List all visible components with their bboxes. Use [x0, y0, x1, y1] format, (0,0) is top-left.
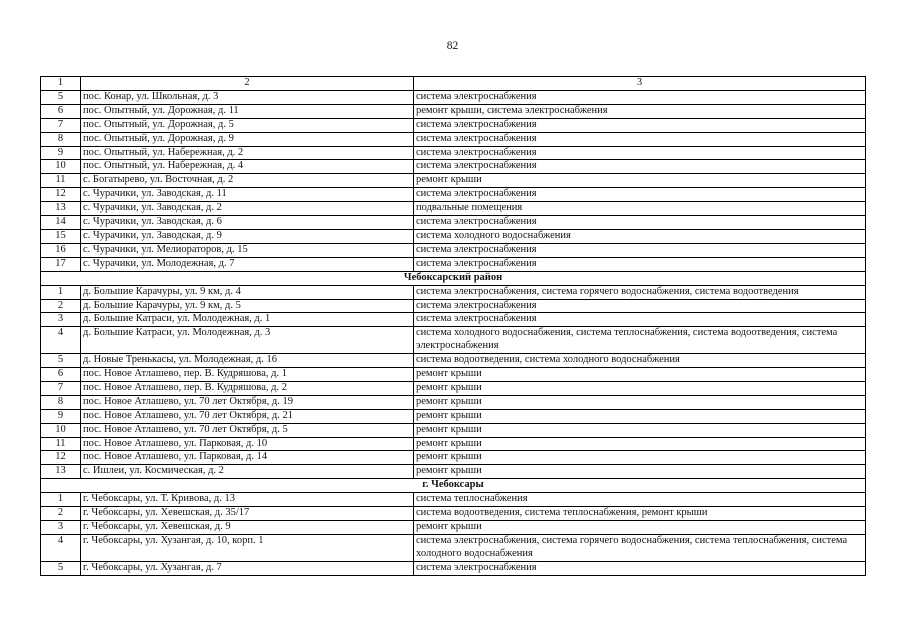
table-row	[41, 104, 866, 118]
works-cell: система электроснабжения	[414, 243, 866, 257]
address-cell: пос. Конар, ул. Школьная, д. 3	[81, 90, 414, 104]
address-cell: с. Богатырево, ул. Восточная, д. 2	[81, 174, 414, 188]
row-number: 2	[41, 299, 81, 313]
works-cell: система электроснабжения	[414, 216, 866, 230]
works-cell: ремонт крыши	[414, 381, 866, 395]
address-cell: пос. Опытный, ул. Дорожная, д. 9	[81, 132, 414, 146]
address-cell: г. Чебоксары, ул. Т. Кривова, д. 13	[81, 493, 414, 507]
works-cell: ремонт крыши	[414, 395, 866, 409]
table-row	[41, 437, 866, 451]
table-row	[41, 507, 866, 521]
row-number: 1	[41, 285, 81, 299]
works-cell: система электроснабжения	[414, 118, 866, 132]
row-number: 7	[41, 118, 81, 132]
address-cell: с. Чурачики, ул. Заводская, д. 11	[81, 188, 414, 202]
address-cell: пос. Новое Атлашево, ул. 70 лет Октября, д. 21	[81, 409, 414, 423]
table-row	[41, 521, 866, 535]
table-row	[41, 299, 866, 313]
table-row	[41, 354, 866, 368]
address-cell: г. Чебоксары, ул. Хевешская, д. 9	[81, 521, 414, 535]
works-cell: ремонт крыши	[414, 465, 866, 479]
address-cell: г. Чебоксары, ул. Хузангая, д. 7	[81, 561, 414, 575]
row-number: 12	[41, 451, 81, 465]
section-row	[41, 271, 866, 285]
address-cell: пос. Новое Атлашево, пер. В. Кудряшова, д. 2	[81, 381, 414, 395]
table-row	[41, 216, 866, 230]
row-number: 14	[41, 216, 81, 230]
table-row	[41, 160, 866, 174]
address-cell: д. Большие Катраси, ул. Молодежная, д. 3	[81, 327, 414, 354]
row-number: 9	[41, 409, 81, 423]
address-cell: пос. Опытный, ул. Дорожная, д. 5	[81, 118, 414, 132]
table-row	[41, 285, 866, 299]
row-number: 4	[41, 327, 81, 354]
table-row	[41, 423, 866, 437]
works-cell: система холодного водоснабжения, система теплоснабжения, система водоотведения, система электроснабжения	[414, 327, 866, 354]
row-number: 13	[41, 202, 81, 216]
section-title: г. Чебоксары	[41, 479, 866, 493]
address-cell: пос. Новое Атлашево, ул. 70 лет Октября, д. 19	[81, 395, 414, 409]
table-row	[41, 202, 866, 216]
address-cell: пос. Опытный, ул. Набережная, д. 2	[81, 146, 414, 160]
table-header	[41, 77, 866, 91]
table-row	[41, 327, 866, 354]
table-row	[41, 409, 866, 423]
row-number: 2	[41, 507, 81, 521]
works-cell: система электроснабжения	[414, 299, 866, 313]
works-cell: ремонт крыши	[414, 423, 866, 437]
table-row	[41, 174, 866, 188]
column-header-number: 1	[41, 77, 81, 91]
address-cell: д. Большие Катраси, ул. Молодежная, д. 1	[81, 313, 414, 327]
table-row	[41, 313, 866, 327]
address-cell: д. Большие Карачуры, ул. 9 км, д. 5	[81, 299, 414, 313]
address-cell: г. Чебоксары, ул. Хевешская, д. 35/17	[81, 507, 414, 521]
row-number: 8	[41, 132, 81, 146]
row-number: 6	[41, 104, 81, 118]
table-body	[41, 90, 866, 575]
works-cell: система электроснабжения	[414, 146, 866, 160]
address-cell: с. Чурачики, ул. Заводская, д. 2	[81, 202, 414, 216]
row-number: 5	[41, 561, 81, 575]
table-row	[41, 493, 866, 507]
address-cell: г. Чебоксары, ул. Хузангая, д. 10, корп. 1	[81, 534, 414, 561]
works-cell: подвальные помещения	[414, 202, 866, 216]
works-cell: ремонт крыши	[414, 521, 866, 535]
row-number: 11	[41, 437, 81, 451]
row-number: 8	[41, 395, 81, 409]
row-number: 9	[41, 146, 81, 160]
works-cell: система теплоснабжения	[414, 493, 866, 507]
table-row	[41, 243, 866, 257]
table-row	[41, 118, 866, 132]
address-cell: с. Ишлеи, ул. Космическая, д. 2	[81, 465, 414, 479]
row-number: 4	[41, 534, 81, 561]
works-cell: ремонт крыши	[414, 409, 866, 423]
works-cell: система водоотведения, система теплоснабжения, ремонт крыши	[414, 507, 866, 521]
table-row	[41, 188, 866, 202]
table-row	[41, 534, 866, 561]
works-cell: система электроснабжения, система горячего водоснабжения, система теплоснабжения, система холодного водоснабжения	[414, 534, 866, 561]
row-number: 11	[41, 174, 81, 188]
address-cell: пос. Опытный, ул. Дорожная, д. 11	[81, 104, 414, 118]
table-row	[41, 132, 866, 146]
works-cell: система водоотведения, система холодного водоснабжения	[414, 354, 866, 368]
document-table	[40, 76, 866, 576]
row-number: 12	[41, 188, 81, 202]
row-number: 16	[41, 243, 81, 257]
table-row	[41, 561, 866, 575]
works-cell: система электроснабжения	[414, 90, 866, 104]
works-cell: ремонт крыши	[414, 368, 866, 382]
address-cell: пос. Новое Атлашево, ул. Парковая, д. 14	[81, 451, 414, 465]
row-number: 3	[41, 521, 81, 535]
works-cell: система электроснабжения	[414, 313, 866, 327]
page-number: 82	[446, 40, 459, 52]
row-number: 13	[41, 465, 81, 479]
works-cell: система электроснабжения, система горячего водоснабжения, система водоотведения	[414, 285, 866, 299]
column-header-works: 3	[414, 77, 866, 91]
works-cell: ремонт крыши	[414, 174, 866, 188]
row-number: 10	[41, 423, 81, 437]
address-cell: пос. Новое Атлашево, ул. Парковая, д. 10	[81, 437, 414, 451]
works-cell: система электроснабжения	[414, 160, 866, 174]
table-row	[41, 229, 866, 243]
table-row	[41, 368, 866, 382]
row-number: 3	[41, 313, 81, 327]
works-cell: ремонт крыши, система электроснабжения	[414, 104, 866, 118]
works-cell: ремонт крыши	[414, 451, 866, 465]
works-cell: система электроснабжения	[414, 132, 866, 146]
table-row	[41, 451, 866, 465]
address-cell: пос. Новое Атлашево, ул. 70 лет Октября, д. 5	[81, 423, 414, 437]
address-cell: д. Новые Тренькасы, ул. Молодежная, д. 16	[81, 354, 414, 368]
address-cell: с. Чурачики, ул. Мелиораторов, д. 15	[81, 243, 414, 257]
table-row	[41, 90, 866, 104]
address-cell: пос. Опытный, ул. Набережная, д. 4	[81, 160, 414, 174]
address-cell: с. Чурачики, ул. Молодежная, д. 7	[81, 257, 414, 271]
address-cell: д. Большие Карачуры, ул. 9 км, д. 4	[81, 285, 414, 299]
section-title: Чебоксарский район	[41, 271, 866, 285]
address-cell: с. Чурачики, ул. Заводская, д. 9	[81, 229, 414, 243]
address-cell: с. Чурачики, ул. Заводская, д. 6	[81, 216, 414, 230]
header-row	[41, 77, 866, 91]
column-header-address: 2	[81, 77, 414, 91]
table-row	[41, 257, 866, 271]
works-cell: система холодного водоснабжения	[414, 229, 866, 243]
row-number: 10	[41, 160, 81, 174]
table-row	[41, 395, 866, 409]
row-number: 5	[41, 354, 81, 368]
row-number: 1	[41, 493, 81, 507]
table-row	[41, 146, 866, 160]
section-row	[41, 479, 866, 493]
works-cell: ремонт крыши	[414, 437, 866, 451]
table-row	[41, 465, 866, 479]
row-number: 5	[41, 90, 81, 104]
row-number: 17	[41, 257, 81, 271]
works-cell: система электроснабжения	[414, 257, 866, 271]
works-cell: система электроснабжения	[414, 561, 866, 575]
row-number: 6	[41, 368, 81, 382]
works-cell: система электроснабжения	[414, 188, 866, 202]
row-number: 7	[41, 381, 81, 395]
row-number: 15	[41, 229, 81, 243]
address-cell: пос. Новое Атлашево, пер. В. Кудряшова, д. 1	[81, 368, 414, 382]
table-row	[41, 381, 866, 395]
